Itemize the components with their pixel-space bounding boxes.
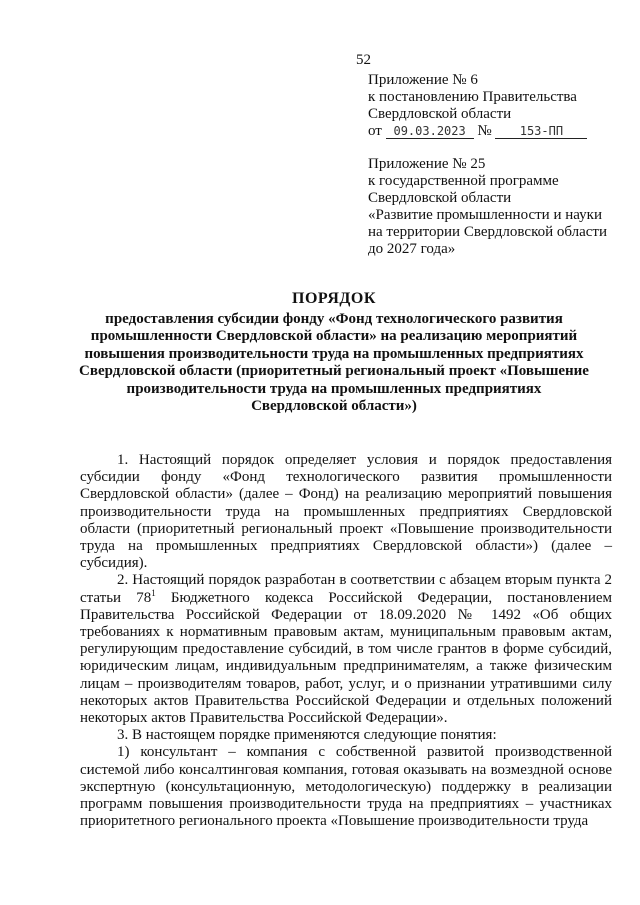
appendix-25-line4: «Развитие промышленности и науки (368, 207, 602, 223)
title-line2: промышленности Свердловской области» на реализацию мероприятий (90, 328, 578, 344)
paragraph-3: 3. В настоящем порядке применяются следующие понятия: (117, 727, 497, 744)
paragraph-4: 1) консультант – компания с собственной развитой производственной системой либо консалтинговая компания, готовая оказывать на возмездной основе экспертную (консультационную, методологическую) поддержку в реализации программ повышения производительности труда на предприятиях – участниках приоритетного регионального проекта «Повышение производительности труда (80, 744, 612, 830)
title-line4: Свердловской области (приоритетный региональный проект «Повышение (79, 363, 589, 379)
document-body (80, 452, 612, 830)
decree-number: 153-ПП (495, 124, 587, 139)
number-prefix: № (477, 123, 492, 139)
paragraph-2-rest: Бюджетного кодекса Российской Федерации, постановлением Правительства Российской Федерации от 18.09.2020 № 1492 «Об общих требованиях к нормативным правовым актам, муниципальным правовым актам, регулирующим предоставление субсидий, в том числе грантов в форме субсидий, юридическим лицам, индивидуальным предпринимателям, а также физическим лицам – производителям товаров, работ, услуг, и о признании утратившими силу некоторых актов Правительства Российской Федерации и отдельных положений некоторых актов Правительства Российской Федерации». (80, 589, 612, 727)
appendix-25-line1: Приложение № 25 (368, 156, 486, 172)
appendix-block-6 (368, 72, 587, 140)
title-line1: предоставления субсидии фонду «Фонд технологического развития (105, 310, 563, 327)
paragraph-1: 1. Настоящий порядок определяет условия и порядок предоставления субсидии фонду «Фонд технологического развития промышленности Свердловской области» (далее – Фонд) на реализацию мероприятий повышения производительности труда на промышленных предприятиях Свердловской области (приоритетный региональный проект «Повышение производительности труда на промышленных предприятиях Свердловской области») (далее – субсидия). (80, 452, 612, 572)
paragraph-2-start: 2. Настоящий порядок разработан в соответствии с абзацем вторым пункта 2 статьи 78 (80, 572, 612, 606)
appendix-25-line2: к государственной программе (368, 173, 559, 189)
document-title (60, 290, 608, 416)
appendix-25-line3: Свердловской области (368, 190, 512, 206)
appendix-6-line1: Приложение № 6 (368, 72, 478, 88)
page-number: 52 (356, 52, 371, 68)
title-line3: повышения производительности труда на промышленных предприятиях (84, 345, 584, 362)
paragraph-2 (80, 572, 612, 727)
superscript-1: 1 (151, 587, 156, 598)
date-prefix: от (368, 123, 382, 139)
appendix-25-line6: до 2027 года» (368, 241, 456, 257)
title-line5: производительности труда на промышленных предприятиях (126, 380, 542, 397)
appendix-block-25 (368, 156, 607, 258)
appendix-25-line5: на территории Свердловской области (368, 224, 608, 240)
appendix-6-line3: Свердловской области (368, 106, 512, 122)
appendix-6-line2: к постановлению Правительства (368, 89, 577, 105)
decree-date: 09.03.2023 (386, 124, 474, 139)
title-main: ПОРЯДОК (292, 290, 376, 307)
title-line6: Свердловской области») (251, 398, 417, 414)
appendix-6-date-line (368, 123, 587, 140)
